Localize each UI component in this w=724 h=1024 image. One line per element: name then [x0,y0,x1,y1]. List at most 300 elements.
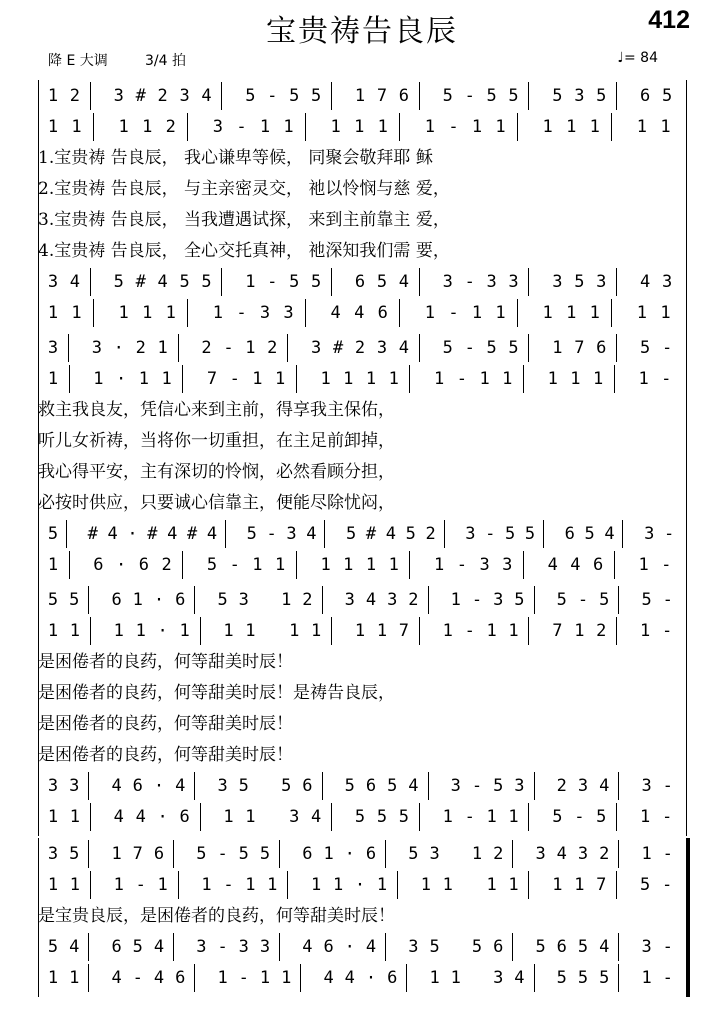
note-digit: 2 [157,86,168,106]
note-digit: 1 [429,968,440,988]
note-digit: 5 [238,844,249,864]
note-digit: 4 [113,807,124,827]
bar-line [512,840,513,868]
note-digit: 5 [596,86,607,106]
note-digit: 1 [508,807,519,827]
note-digit: 1 [69,968,80,988]
note-digit: 3 [196,937,207,957]
note-digit: 1 [508,875,519,895]
note-digit: 5 [132,937,143,957]
note-digit: # [365,524,377,544]
note-digit: 1 [547,369,558,389]
note-digit: # [135,86,146,106]
note-digit: 3 [259,937,271,957]
note-digit: 1 [281,968,292,988]
note-digit: 7 [132,844,143,864]
bar-line [69,365,70,393]
system-start-bar [38,838,39,997]
note-digit: - [464,807,475,827]
note-digit: 4 [311,807,322,827]
note-digit: 4 [398,338,410,358]
note-digit: 1 [47,303,59,323]
lyric-line: 听儿女祈祷，当将你一切重担，在主足前卸掉， [38,431,395,451]
note-digit: 5 [486,86,497,106]
note-digit: 6 [175,968,186,988]
bar-line [90,82,91,110]
note-digit: 1 [283,117,294,137]
note-digit: 5 [238,776,249,796]
note-digit: 1 [47,117,59,137]
note-digit: 5 [574,272,585,292]
note-digit: 2 [408,590,419,610]
note-digit: 1 [245,621,256,641]
note-digit: 1 [161,369,172,389]
note-digit: - [662,844,673,864]
note-digit: 3 [535,844,546,864]
note-digit: 1 [365,369,377,389]
note-digit: 3 [408,937,419,957]
note-digit: 5 [196,844,207,864]
note-digit: 4 [344,968,355,988]
lyric-line: 是宝贵良辰，是困倦者的良药，何等甜美时辰！ [38,906,395,926]
note-digit: 6 [640,86,651,106]
bar-line [69,551,70,579]
note-digit: - [217,937,228,957]
note-digit: 1 [442,807,453,827]
bar-line [618,586,619,614]
note-digit: - [661,369,672,389]
note-digit: 5 [217,590,228,610]
bar-line [534,586,535,614]
note-digit: · [116,369,127,389]
note-digit: 3 [283,303,294,323]
note-digit: 1 [343,369,354,389]
note-digit: - [456,555,467,575]
note-digit: 6 [179,807,190,827]
bar-line [296,551,297,579]
note-digit: - [485,524,496,544]
note-digit: 1 [471,117,483,137]
note-digit: 6 [377,303,388,323]
note-digit: 4 [206,524,218,544]
bar-line [528,871,529,899]
note-digit: 1 [450,968,461,988]
note-digit: 1 [330,117,341,137]
note-digit: 1 [69,807,81,827]
note-digit: 3 [442,272,453,292]
bar-line [305,299,306,327]
note-digit: 1 [566,303,577,323]
note-digit: - [217,844,228,864]
note-digit: - [223,875,234,895]
bar-line [406,964,407,992]
note-digit: 3 [450,776,461,796]
note-digit: 3 [238,590,249,610]
bar-line [331,268,332,296]
note-digit: 4 [514,968,525,988]
bar-line [88,586,89,614]
note-digit: 2 [556,776,567,796]
note-digit: 6 [111,590,122,610]
bar-line [221,82,222,110]
bar-line [618,772,619,800]
bar-line [331,82,332,110]
note-digit: 5 [69,844,80,864]
bar-line [409,551,410,579]
note-digit: 1 [638,369,649,389]
note-digit: 1 [142,117,153,137]
lyric-line: 是困倦者的良药，何等甜美时辰！ [38,714,293,734]
note-digit: 6 [302,776,313,796]
bar-line [93,113,94,141]
note-digit: 3 [311,338,322,358]
note-digit: 5 [206,555,218,575]
bar-line [90,617,91,645]
note-digit: 3 [465,524,476,544]
note-digit: 5 [599,590,610,610]
note-digit: 1 [486,621,497,641]
note-digit: 5 [508,338,519,358]
note-digit: - [135,875,146,895]
bar-line [178,871,179,899]
note-digit: 1 [245,272,256,292]
note-digit: 1 [638,555,649,575]
note-digit: 1 [354,117,365,137]
bar-line [225,520,226,548]
bar-line [616,617,617,645]
note-digit: 1 [388,369,399,389]
note-digit: 3 [641,776,652,796]
system-end-bar [686,332,687,584]
bar-line [419,334,420,362]
note-digit: 4 [398,272,410,292]
note-digit: 3 [259,303,271,323]
note-digit: # [135,272,146,292]
lyric-line: 是困倦者的良药，何等甜美时辰！ [38,745,293,765]
note-digit: 1 [311,621,322,641]
note-digit: 3 [641,937,652,957]
bar-line [296,365,297,393]
note-digit: 4 [640,272,651,292]
lyric-line: 1.宝贵祷 告良辰， 我心谦卑等候， 同聚会敬拜耶 稣 [38,148,433,168]
note-digit: 1 [442,875,453,895]
note-digit: - [464,621,475,641]
note-digit: 1 [252,555,263,575]
note-digit: - [267,86,278,106]
note-digit: 1 [135,621,146,641]
bar-line [173,933,174,961]
note-digit: · [354,875,366,895]
bar-line [611,113,612,141]
note-digit: 1 [636,117,647,137]
bar-line [324,520,325,548]
note-digit: - [662,937,673,957]
lyric-line: 必按时供应，只要诚心信靠主，便能尽除忧闷， [38,493,395,513]
bar-line [419,268,420,296]
note-digit: 4 [365,937,377,957]
bar-line [173,840,174,868]
note-digit: 1 [502,369,513,389]
note-digit: - [223,338,234,358]
note-digit: 3 [486,272,497,292]
note-digit: 5 [47,590,59,610]
bar-line [523,365,524,393]
bar-line [512,933,513,961]
bar-line [88,840,89,868]
note-digit: 5 [179,272,190,292]
note-digit: - [661,555,672,575]
system-end-bar [686,80,687,332]
note-digit: 4 [365,590,377,610]
note-digit: 3 [344,590,355,610]
note-digit: 1 [132,590,143,610]
note-digit: · [153,776,165,796]
bar-line [88,772,89,800]
lyric-line: 救主我良友，凭信心来到主前，得享我主保佑， [38,400,395,420]
note-digit: 3 [574,86,585,106]
system-end-bar [686,838,690,997]
note-digit: 5 [259,844,271,864]
note-digit: - [662,968,673,988]
note-digit: 6 [493,937,504,957]
note-digit: 6 [138,555,149,575]
note-digit: 6 [596,338,607,358]
bar-line [616,334,617,362]
note-digit: 7 [376,86,388,106]
note-digit: 6 [398,86,410,106]
note-digit: 4 [167,524,178,544]
note-digit: - [662,776,673,796]
note-digit: 1 [566,117,577,137]
bar-line [90,871,91,899]
note-digit: 5 [577,968,589,988]
note-digit: 5 [387,776,398,796]
note-digit: 4 [69,272,81,292]
key-signature: 降 E 大调 [48,53,108,69]
note-digit: · [127,524,138,544]
note-digit: 3 [113,86,124,106]
note-digit: 1 [641,968,652,988]
bar-line [616,268,617,296]
note-digit: 1 [332,875,344,895]
note-digit: 1 [47,555,59,575]
note-digit: 4 [157,272,168,292]
note-digit: 1 [289,621,300,641]
note-digit: 1 [245,875,256,895]
note-digit: 2 [596,621,607,641]
note-digit: · [113,338,124,358]
bar-line [200,617,201,645]
note-digit: 5 [556,968,567,988]
bar-line [385,840,386,868]
note-digit: 1 [640,621,651,641]
hymn-title: 宝贵祷告良辰 [266,14,458,49]
lyric-line: 3.宝贵祷 告良辰， 当我遭遇试探， 来到主前靠主 爱， [38,210,450,230]
bar-line [399,299,400,327]
note-digit: 1 [71,117,82,137]
note-digit: 7 [206,369,218,389]
time-signature: 3/4 拍 [145,53,186,69]
bar-line [614,365,615,393]
note-digit: 2 [425,524,436,544]
note-digit: 5 [429,937,440,957]
note-digit: 4 [135,807,146,827]
note-digit: 1 [570,369,581,389]
note-digit: 2 [165,117,176,137]
note-digit: 5 [376,807,388,827]
bar-line [528,334,529,362]
bar-line [528,82,529,110]
note-digit: 4 [408,776,419,796]
note-digit: 5 [584,524,595,544]
note-digit: 5 [113,272,124,292]
note-digit: 6 [556,937,567,957]
note-digit: 4 [111,776,122,796]
note-digit: - [448,117,459,137]
bar-line [616,803,617,831]
note-digit: 1 [471,303,483,323]
note-digit: 1 [252,369,263,389]
note-digit: - [132,968,143,988]
note-digit: 3 [69,776,80,796]
note-digit: 5 [376,272,388,292]
note-digit: 1 [311,875,322,895]
bar-line [618,933,619,961]
note-digit: 1 [471,844,483,864]
bar-line [397,871,398,899]
note-digit: 1 [113,621,124,641]
note-digit: 1 [442,621,453,641]
note-digit: # [147,524,158,544]
note-digit: 1 [542,117,553,137]
note-digit: 1 [179,621,190,641]
note-digit: 1 [589,303,600,323]
note-digit: 1 [574,875,585,895]
note-digit: 1 [223,807,234,827]
note-digit: 1 [636,303,647,323]
note-digit: 1 [354,86,366,106]
note-digit: 3 [493,590,504,610]
note-digit: 4 [599,776,610,796]
note-digit: 6 [132,776,143,796]
note-digit: 7 [574,338,585,358]
note-digit: 4 [323,968,334,988]
note-digit: 5 [505,524,516,544]
lyric-line: 我心得平安，主有深切的怜悯，必然看顾分担， [38,462,395,482]
note-digit: 5 [508,86,519,106]
note-digit: 1 [259,117,271,137]
note-digit: 5 [344,776,355,796]
note-digit: 1 [641,844,652,864]
note-digit: 1 [113,875,124,895]
note-digit: # [87,524,98,544]
note-digit: 3 [387,590,398,610]
note-digit: 1 [165,303,176,323]
note-digit: - [238,968,249,988]
note-digit: 1 [450,590,461,610]
note-digit: 3 [47,844,59,864]
note-digit: 5 [535,937,546,957]
note-digit: 5 [246,524,257,544]
note-digit: 6 [323,937,334,957]
system-end-bar [686,584,687,836]
note-digit: 2 [267,338,278,358]
note-digit: 1 [552,875,563,895]
bar-line [419,803,420,831]
note-digit: 2 [201,338,212,358]
note-digit: 6 [111,937,122,957]
note-digit: 1 [376,875,388,895]
bar-line [419,82,420,110]
bar-line [428,772,429,800]
note-digit: 1 [245,338,256,358]
note-digit: 2 [599,844,610,864]
bar-line [409,365,410,393]
note-digit: - [661,807,673,827]
note-digit: 1 [47,86,59,106]
note-digit: 1 [424,117,435,137]
bar-line [194,964,195,992]
note-digit: 1 [69,621,81,641]
note-digit: 3 [644,524,655,544]
note-digit: 5 [69,590,80,610]
note-digit: 1 [47,621,59,641]
note-digit: 1 [424,303,435,323]
note-digit: 5 [408,844,419,864]
note-digit: 1 [47,968,59,988]
note-digit: · [365,968,377,988]
note-digit: 5 [514,590,525,610]
note-digit: 4 [570,555,581,575]
bar-line [528,803,529,831]
note-digit: - [229,369,240,389]
note-digit: - [662,590,673,610]
note-digit: - [229,555,240,575]
note-digit: 4 [330,303,341,323]
note-digit: 4 [175,776,186,796]
note-digit: 5 [311,272,322,292]
note-digit: 6 [302,844,313,864]
note-digit: 3 [577,776,589,796]
hymn-number: 412 [648,6,690,34]
note-digit: - [471,776,483,796]
bar-line [287,871,288,899]
note-digit: 5 [281,776,292,796]
note-digit: - [267,272,278,292]
note-digit: 2 [354,338,366,358]
note-digit: 4 [153,968,165,988]
note-digit: 3 [596,272,607,292]
note-digit: 4 [547,555,558,575]
note-digit: 1 [552,338,563,358]
note-digit: - [661,875,673,895]
note-digit: 1 [420,875,431,895]
note-digit: 6 [365,776,377,796]
note-digit: 1 [320,555,331,575]
note-digit: # [187,524,198,544]
note-digit: 1 [259,968,271,988]
bar-line [322,772,323,800]
bar-line [534,964,535,992]
note-digit: 5 [354,807,366,827]
note-digit: 4 [306,524,317,544]
note-digit: 1 [486,875,497,895]
note-digit: - [456,369,467,389]
bar-line [399,113,400,141]
bar-line [279,840,280,868]
system-start-bar [38,332,39,584]
bar-line [90,803,91,831]
